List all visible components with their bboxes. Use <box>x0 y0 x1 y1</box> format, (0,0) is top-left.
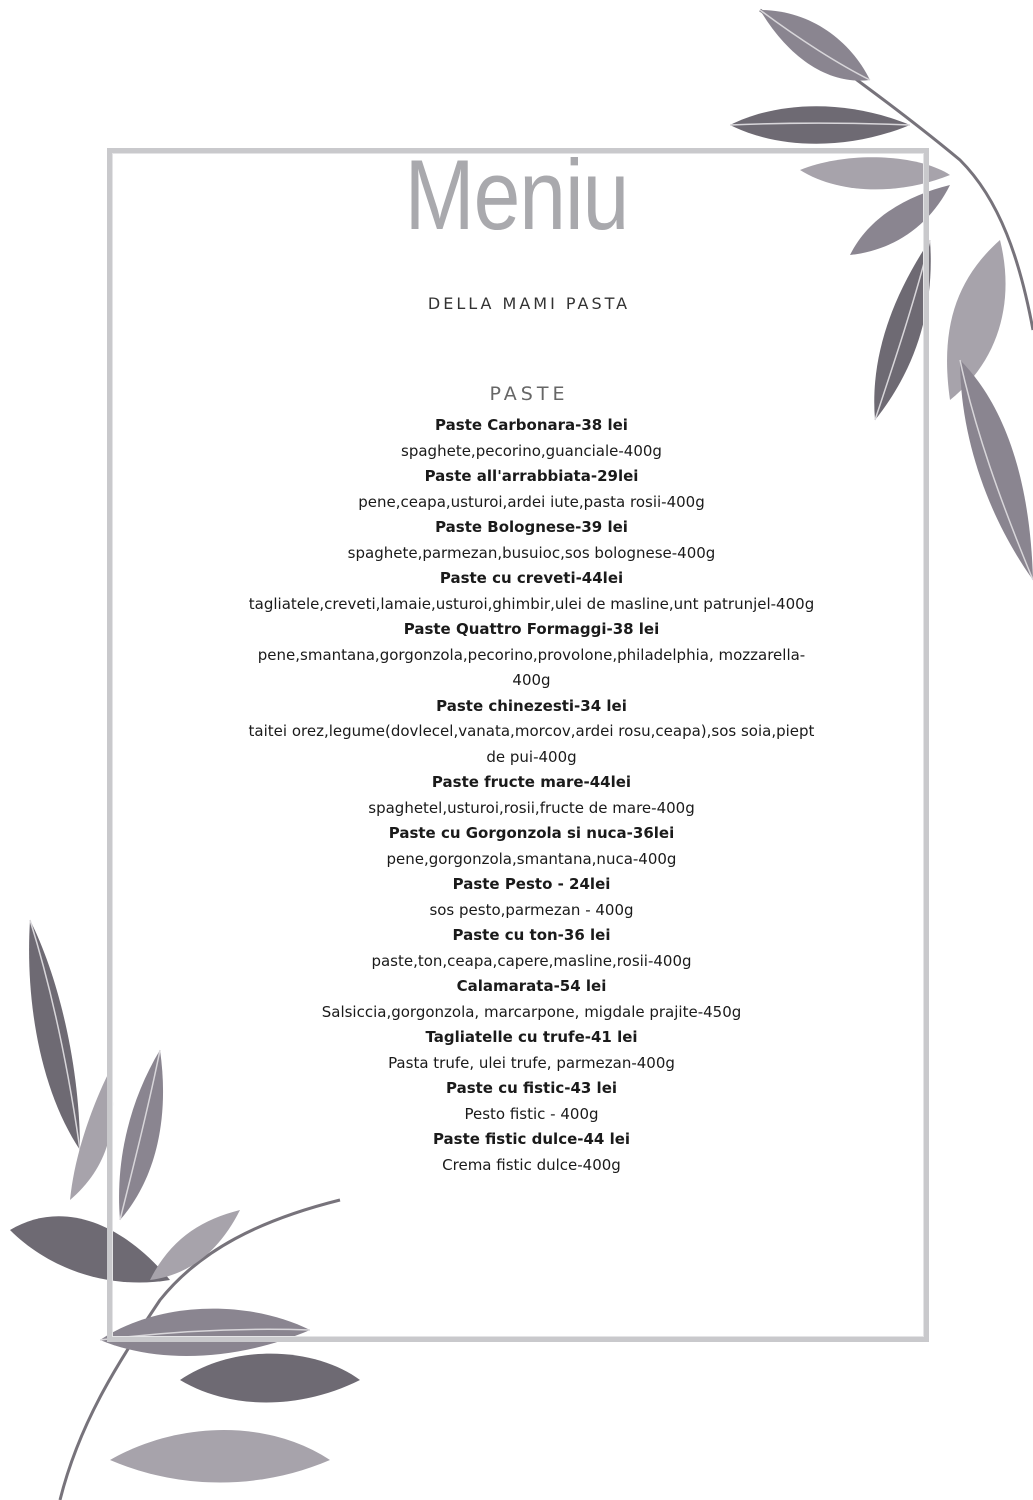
item-description: Pasta trufe, ulei trufe, parmezan-400g <box>388 1053 675 1072</box>
item-name: Paste fructe mare-44lei <box>431 773 632 791</box>
restaurant-name: DELLA MAMI PASTA <box>427 294 631 313</box>
menu-item <box>240 1076 823 1127</box>
item-description: pene,gorgonzola,smantana,nuca-400g <box>386 849 677 868</box>
menu-item <box>240 821 823 872</box>
menu-item <box>240 566 823 617</box>
item-name: Paste cu Gorgonzola si nuca-36lei <box>388 824 675 842</box>
item-name: Calamarata-54 lei <box>456 977 607 995</box>
item-name: Paste Carbonara-38 lei <box>435 416 628 434</box>
item-description: Pesto fistic - 400g <box>464 1104 599 1123</box>
menu-item <box>240 1127 823 1178</box>
item-name: Paste all'arrabbiata-29lei <box>424 467 639 485</box>
item-name: Paste Bolognese-39 lei <box>435 518 628 536</box>
item-description: pene,ceapa,usturoi,ardei iute,pasta rosii-400g <box>358 492 705 511</box>
item-name: Paste Quattro Formaggi-38 lei <box>403 620 660 638</box>
item-description: tagliatele,creveti,lamaie,usturoi,ghimbir,ulei de masline,unt patrunjel-400g <box>248 594 815 613</box>
item-description: spaghete,pecorino,guanciale-400g <box>401 441 662 460</box>
item-name: Paste cu creveti-44lei <box>439 569 624 587</box>
item-description: sos pesto,parmezan - 400g <box>429 900 634 919</box>
menu-list <box>240 413 823 1178</box>
menu-item <box>240 923 823 974</box>
item-description: spaghete,parmezan,busuioc,sos bolognese-400g <box>347 543 716 562</box>
item-name: Paste cu ton-36 lei <box>452 926 611 944</box>
menu-item <box>240 617 823 694</box>
item-name: Paste fistic dulce-44 lei <box>432 1130 631 1148</box>
menu-item <box>240 413 823 464</box>
item-name: Paste cu fistic-43 lei <box>445 1079 618 1097</box>
menu-item <box>240 770 823 821</box>
item-name: Paste chinezesti-34 lei <box>436 696 627 715</box>
menu-title: Meniu <box>404 139 629 251</box>
item-name: Tagliatelle cu trufe-41 lei <box>425 1028 638 1046</box>
menu-item <box>240 1025 823 1076</box>
item-description: Crema fistic dulce-400g <box>442 1155 621 1174</box>
menu-item <box>240 872 823 923</box>
item-description: taitei orez,legume(dovlecel,vanata,morcov,ardei rosu,ceapa),sos soia,piept de pui-400g <box>248 722 815 766</box>
menu-item <box>240 464 823 515</box>
item-description: pene,smantana,gorgonzola,pecorino,provolone,philadelphia, mozzarella-400g <box>257 645 806 689</box>
item-name: Paste Pesto - 24lei <box>452 875 611 893</box>
section-heading: PASTE <box>489 383 569 405</box>
menu-item <box>240 974 823 1025</box>
item-description: paste,ton,ceapa,capere,masline,rosii-400g <box>371 951 692 970</box>
item-description: Salsiccia,gorgonzola, marcarpone, migdale prajite-450g <box>321 1002 742 1021</box>
menu-item <box>240 694 823 771</box>
item-description: spaghetel,usturoi,rosii,fructe de mare-400g <box>368 798 695 817</box>
menu-item <box>240 515 823 566</box>
